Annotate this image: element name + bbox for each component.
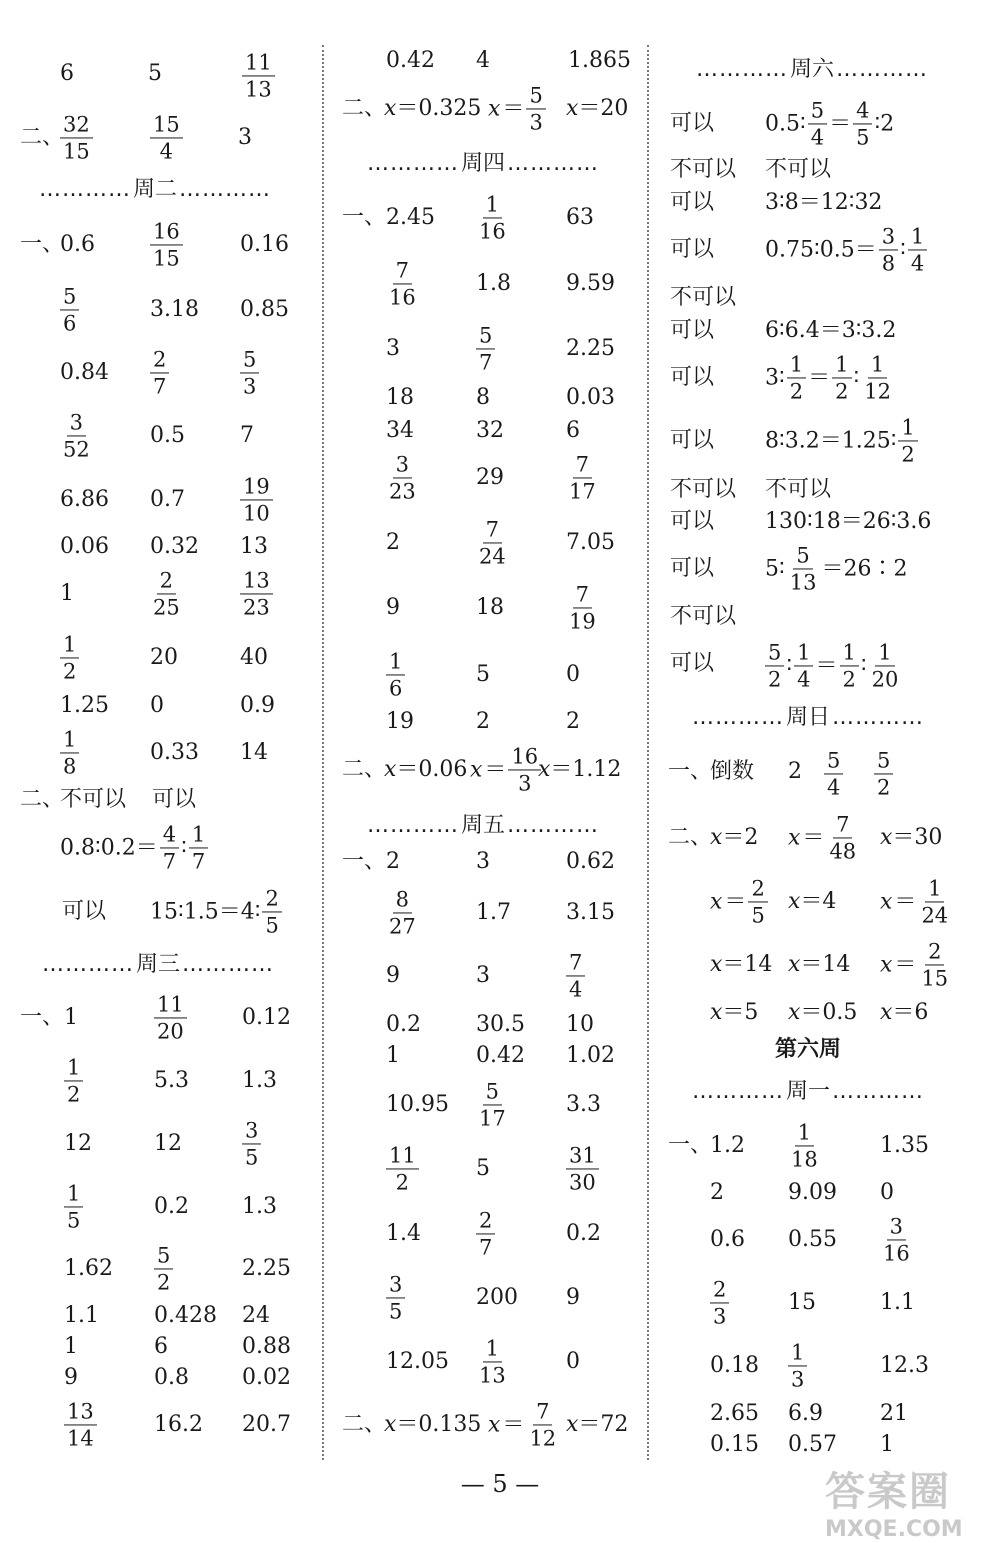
section-marker: 二、 (668, 825, 713, 850)
week6-title: 第六周 (774, 1037, 842, 1062)
answer: 2 (386, 849, 400, 874)
judgement: 不可以 (765, 477, 832, 502)
answer: 2.45 (386, 205, 435, 230)
ratio-equation: 0.75∶0.5＝ $\frac{3}{8}$ ∶ $\frac{1}{4}$ (765, 225, 927, 274)
judgement: 可以 (670, 509, 715, 534)
section-header-zhou5: …………周五………… (366, 813, 600, 838)
answer: $\frac{7}{24}$ (479, 517, 506, 569)
ratio-equation: 3∶8＝12∶32 (765, 190, 883, 215)
answer: 9 (566, 1285, 580, 1310)
ratio-equation: 130∶18＝26∶3.6 (765, 509, 932, 534)
answer: $\frac{1}{8}$ (60, 728, 79, 777)
answer: $\frac{32}{15}$ (60, 113, 93, 162)
answer: 0.2 (154, 1194, 189, 1219)
ratio-equation: 8∶3.2＝1.25∶ $\frac{1}{2}$ (765, 416, 918, 465)
answer: $\frac{1}{13}$ (479, 1336, 506, 1388)
answer: $\frac{3}{23}$ (389, 452, 416, 504)
judgement: 不可以 (670, 157, 737, 182)
answer: $\frac{5}{6}$ (60, 285, 79, 334)
equation-solution: x＝6 (880, 1000, 929, 1025)
answer: 15 (788, 1290, 816, 1315)
ratio-equation: 3∶ $\frac{1}{2}$ ＝ $\frac{1}{2}$ ∶ $\frac{1}{12}$ (765, 352, 891, 404)
answer: 0.6 (710, 1227, 745, 1252)
answer: 1.25 (60, 693, 109, 718)
ratio-equation: 0.5∶ $\frac{5}{4}$ ＝ $\frac{4}{5}$ ∶2 (765, 98, 895, 150)
answer: 2 (566, 709, 580, 734)
answer: 3.15 (566, 900, 615, 925)
answer: 可以 (62, 899, 107, 924)
answer: 7.05 (566, 530, 615, 555)
answer: 9 (64, 1365, 78, 1390)
answer: 9.59 (566, 271, 615, 296)
answer: 2.25 (566, 336, 615, 361)
answer: 6.86 (60, 487, 109, 512)
answer: 200 (476, 1285, 518, 1310)
answer: 2 (788, 759, 802, 784)
equation-solution: x ＝ $\frac{2}{5}$ (710, 877, 768, 926)
equation-solution: x ＝ $\frac{7}{48}$ (788, 812, 857, 864)
answer: 3 (476, 963, 490, 988)
equation-solution: x＝0.06 (384, 757, 468, 782)
page-number: — 5 — (460, 1470, 540, 1498)
section-marker: 一、 (20, 232, 65, 257)
answer: 1.865 (568, 48, 631, 73)
answer: $\frac{7}{16}$ (389, 258, 416, 310)
answer: 4 (476, 48, 490, 73)
answer: 1.3 (242, 1068, 277, 1093)
answer: 0.03 (566, 385, 615, 410)
answer: $\frac{1}{16}$ (479, 192, 506, 244)
equation-solution: x＝2 (710, 825, 759, 850)
answer: 7 (240, 423, 254, 448)
equation-solution: x ＝ $\frac{7}{12}$ (488, 1399, 557, 1451)
answer: $\frac{2}{7}$ (476, 1209, 495, 1258)
answer: $\frac{5}{2}$ (874, 749, 893, 798)
answer: 3 (386, 336, 400, 361)
judgement: 不可以 (670, 604, 737, 629)
section-marker: 二、 (20, 125, 65, 150)
answer: 3.18 (150, 297, 199, 322)
equation-solution: x＝1.12 (538, 757, 622, 782)
answer: 1 (60, 581, 74, 606)
answer: $\frac{3}{5}$ (386, 1273, 405, 1322)
judgement: 不可以 (670, 285, 737, 310)
answer: 18 (386, 385, 414, 410)
answer: 0.428 (154, 1303, 217, 1328)
answer: 2.65 (710, 1401, 759, 1426)
answer: $\frac{1}{6}$ (386, 650, 405, 699)
equation-solution: x＝30 (880, 825, 943, 850)
answer: $\frac{13}{23}$ (240, 569, 273, 618)
answer: $\frac{1}{2}$ (64, 1056, 83, 1105)
answer: $\frac{8}{27}$ (389, 887, 416, 939)
answer: 3.3 (566, 1092, 601, 1117)
equation-solution: x＝4 (788, 889, 837, 914)
answer: $\frac{1}{18}$ (791, 1120, 818, 1172)
answer: 0.33 (150, 740, 199, 765)
equation-solution: x＝0.135 (384, 1412, 482, 1437)
answer: $\frac{1}{2}$ (60, 633, 79, 682)
answer: $\frac{31}{30}$ (566, 1144, 599, 1193)
answer: 0.85 (240, 297, 289, 322)
watermark-logo: 答案圈 MXQE.COM (825, 1469, 963, 1542)
answer: 20.7 (242, 1412, 291, 1437)
answer: 3 (476, 849, 490, 874)
answer: $\frac{3}{52}$ (63, 410, 90, 462)
answer: 0.2 (386, 1012, 421, 1037)
answer: 6 (60, 61, 74, 86)
answer: 12.05 (386, 1349, 449, 1374)
answer: 0.15 (710, 1432, 759, 1457)
answer: 1 (64, 1334, 78, 1359)
answer: 0.16 (240, 232, 289, 257)
section-header-zhou2: …………周二………… (38, 177, 272, 202)
answer: 29 (476, 465, 504, 490)
equation-solution: x＝14 (710, 952, 773, 977)
judgement: 可以 (670, 556, 715, 581)
equation-solution: x＝5 (710, 1000, 759, 1025)
answer: 2 (710, 1180, 724, 1205)
answer: $\frac{1}{5}$ (64, 1182, 83, 1231)
section-marker: 二、 (342, 1412, 387, 1437)
answer: 0.55 (788, 1227, 837, 1252)
answer: 12 (154, 1131, 182, 1156)
answer: $\frac{16}{15}$ (150, 220, 183, 269)
answer: $\frac{15}{4}$ (150, 113, 183, 162)
answer: $\frac{7}{17}$ (569, 452, 596, 504)
answer: 40 (240, 645, 268, 670)
answer: $\frac{11}{20}$ (154, 993, 187, 1042)
judgement: 可以 (670, 428, 715, 453)
answer: 1 (880, 1432, 894, 1457)
judgement: 可以 (670, 651, 715, 676)
judgement: 可以 (670, 237, 715, 262)
answer: 不可以 (60, 787, 127, 812)
answer: 21 (880, 1401, 908, 1426)
column-divider-right (647, 45, 649, 1460)
answer: 0.88 (242, 1334, 291, 1359)
answer: 3 (238, 125, 252, 150)
answer: 12.3 (880, 1353, 929, 1378)
answer: 20 (150, 645, 178, 670)
judgement: 不可以 (765, 157, 832, 182)
answer: 1 (64, 1005, 78, 1030)
judgement: 可以 (670, 318, 715, 343)
answer: 2 (386, 530, 400, 555)
answer: 0.42 (386, 48, 435, 73)
answer: 1.4 (386, 1221, 421, 1246)
answer: 14 (240, 740, 268, 765)
answer: 0.84 (60, 360, 109, 385)
section-marker: 一、 (342, 205, 387, 230)
answer: 9.09 (788, 1180, 837, 1205)
answer: 0.2 (566, 1221, 601, 1246)
equation-solution: x＝14 (788, 952, 851, 977)
answer: 5 (148, 61, 162, 86)
answer: 可以 (152, 787, 197, 812)
answer: $\frac{5}{17}$ (479, 1079, 506, 1131)
answer: $\frac{5}{7}$ (476, 324, 495, 373)
section-marker: 一、 (342, 849, 387, 874)
answer: 1.1 (64, 1303, 99, 1328)
answer: $\frac{13}{14}$ (64, 1400, 97, 1449)
answer: 30.5 (476, 1012, 525, 1037)
answer: 0 (566, 662, 580, 687)
answer: 0.32 (150, 534, 199, 559)
judgement: 可以 (670, 111, 715, 136)
answer: 0.5 (150, 423, 185, 448)
answer: $\frac{2}{7}$ (150, 348, 169, 397)
section-header-zhou1: …………周一………… (691, 1079, 925, 1104)
section-marker: 二、 (342, 96, 387, 121)
ratio-equation: 6∶6.4＝3∶3.2 (765, 318, 897, 343)
answer: 16.2 (154, 1412, 203, 1437)
answer: 0 (880, 1180, 894, 1205)
section-header-zhou6: …………周六………… (695, 57, 929, 82)
answer: 5 (476, 1156, 490, 1181)
answer: 0.18 (710, 1353, 759, 1378)
answer: 0 (150, 693, 164, 718)
answer: 1.3 (242, 1194, 277, 1219)
ratio-equation: 15∶1.5＝4∶ $\frac{2}{5}$ (150, 887, 282, 936)
answer: 10 (566, 1012, 594, 1037)
answer: $\frac{2}{3}$ (710, 1278, 729, 1327)
section-marker: 二、 (20, 787, 65, 812)
answer: $\frac{5}{3}$ (240, 348, 259, 397)
ratio-equation: 5∶ $\frac{5}{13}$ ＝26∶2 (765, 543, 908, 595)
answer: $\frac{19}{10}$ (240, 475, 273, 524)
answer: 32 (476, 418, 504, 443)
answer: 1.62 (64, 1256, 113, 1281)
answer: 1 (386, 1043, 400, 1068)
section-header-zhou3: …………周三………… (41, 952, 275, 977)
answer: 1.02 (566, 1043, 615, 1068)
answer: 6 (566, 418, 580, 443)
judgement: 不可以 (670, 477, 737, 502)
equation-solution: x＝72 (566, 1412, 629, 1437)
answer: $\frac{3}{16}$ (883, 1214, 910, 1266)
answer: $\frac{5}{2}$ (154, 1244, 173, 1293)
answer: 12 (64, 1131, 92, 1156)
answer: 2.25 (242, 1256, 291, 1281)
equation-solution: x＝0.5 (788, 1000, 858, 1025)
answer: $\frac{3}{5}$ (242, 1119, 261, 1168)
answer: $\frac{7}{19}$ (569, 582, 596, 634)
answer: 6 (154, 1334, 168, 1359)
answer: 24 (242, 1303, 270, 1328)
answer: 0.62 (566, 849, 615, 874)
answer: 0.02 (242, 1365, 291, 1390)
answer: 6.9 (788, 1401, 823, 1426)
answer: $\frac{7}{4}$ (566, 951, 585, 1000)
equation-solution: x ＝ $\frac{5}{3}$ (488, 84, 546, 133)
answer: 19 (386, 709, 414, 734)
judgement: 可以 (670, 365, 715, 390)
answer: 1.2 (710, 1133, 745, 1158)
judgement: 可以 (670, 190, 715, 215)
answer: 1.1 (880, 1290, 915, 1315)
section-marker: 一、 (668, 1133, 713, 1158)
answer: 5.3 (154, 1068, 189, 1093)
answer: $\frac{2}{25}$ (153, 568, 180, 620)
answer: 63 (566, 205, 594, 230)
answer: 0 (566, 1349, 580, 1374)
answer: 9 (386, 595, 400, 620)
equation-solution: x ＝ $\frac{16}{3}$ (470, 745, 541, 794)
answer: 0.06 (60, 534, 109, 559)
equation-solution: x ＝ $\frac{1}{24}$ (880, 876, 949, 928)
answer: 10.95 (386, 1092, 449, 1117)
column-divider-left (322, 45, 324, 1460)
answer: 8 (476, 385, 490, 410)
answer: $\frac{11}{13}$ (242, 51, 275, 100)
answer: 倒数 (710, 759, 755, 784)
section-header-zhou4: …………周四………… (366, 151, 600, 176)
answer: 0.6 (60, 232, 95, 257)
ratio-equation: 0.8∶0.2＝ $\frac{4}{7}$ ∶ $\frac{1}{7}$ (60, 823, 208, 872)
answer: 0.42 (476, 1043, 525, 1068)
section-marker: 一、 (668, 759, 713, 784)
answer: 18 (476, 595, 504, 620)
answer: 9 (386, 963, 400, 988)
answer: 1.35 (880, 1133, 929, 1158)
section-header-zhouri: …………周日………… (691, 705, 925, 730)
answer: 0.8 (154, 1365, 189, 1390)
answer: $\frac{1}{3}$ (788, 1341, 807, 1390)
answer: 1.7 (476, 900, 511, 925)
answer: $\frac{5}{4}$ (824, 749, 843, 798)
answer: 13 (240, 534, 268, 559)
equation-solution: x＝20 (566, 96, 629, 121)
section-marker: 二、 (342, 757, 387, 782)
answer: 0.57 (788, 1432, 837, 1457)
answer: 5 (476, 662, 490, 687)
answer: 34 (386, 418, 414, 443)
answer: 0.7 (150, 487, 185, 512)
equation-solution: x＝0.325 (384, 96, 482, 121)
answer: 0.12 (242, 1005, 291, 1030)
equation-solution: x ＝ $\frac{2}{15}$ (880, 939, 949, 991)
ratio-equation: $\frac{5}{2}$ ∶ $\frac{1}{4}$ ＝ $\frac{1}{2}$ ∶ $\frac{1}{20}$ (765, 641, 901, 690)
answer: 1.8 (476, 271, 511, 296)
answer: 0.9 (240, 693, 275, 718)
section-marker: 一、 (20, 1005, 65, 1030)
answer: 2 (476, 709, 490, 734)
answer: $\frac{11}{2}$ (386, 1144, 419, 1193)
